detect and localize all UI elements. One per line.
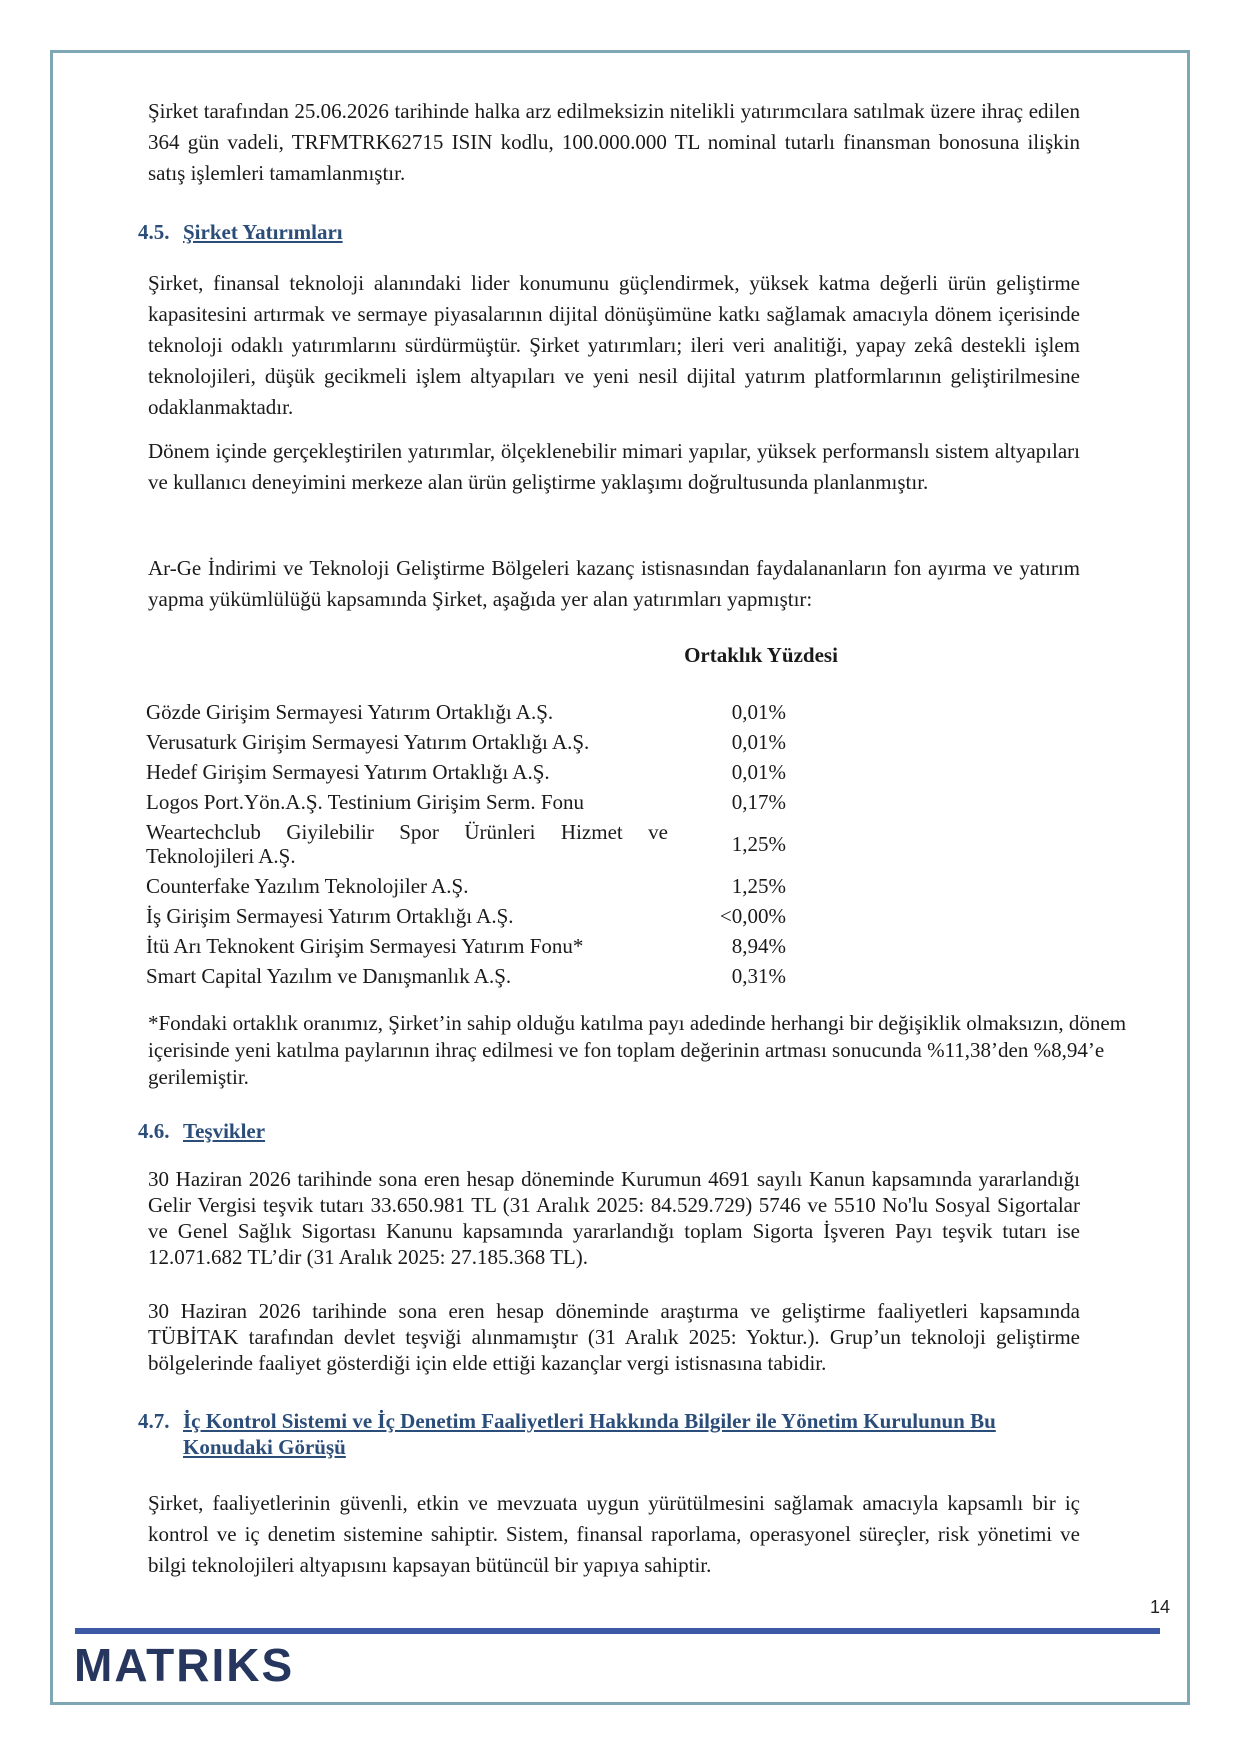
- table-row: [146, 727, 786, 757]
- intro-paragraph: Şirket tarafından 25.06.2026 tarihinde halka arz edilmeksizin nitelikli yatırımcılara satılmak üzere ihraç edilen 364 gün vadeli, TRFMTRK62715 ISIN kodlu, 100.000.000 TL nominal tutarlı finansman bonosuna ilişkin satış işlemleri tamamlanmıştır.: [148, 99, 1080, 185]
- ownership-share: 0,17%: [731, 790, 786, 814]
- ownership-share: 0,01%: [731, 700, 786, 724]
- investments-paragraph-1: Şirket, finansal teknoloji alanındaki lider konumunu güçlendirmek, yüksek katma değerli ürün geliştirme kapasitesini artırmak ve sermaye piyasalarının dijital dönüşümüne katkı sağlamak amacıyla dönem içerisinde teknoloji odaklı yatırımlarını sürdürmüştür. Şirket yatırımları; ileri veri analitiği, yapay zekâ destekli işlem teknolojileri, düşük gecikmeli işlem altyapıları ve yeni nesil dijital yatırım platformlarının geliştirilmesine odaklanmaktadır.: [148, 271, 1080, 419]
- matriks-logo: MATRIKS: [74, 1639, 295, 1691]
- ownership-share: 8,94%: [731, 934, 786, 958]
- incentives-paragraph-1: 30 Haziran 2026 tarihinde sona eren hesap döneminde Kurumun 4691 sayılı Kanun kapsamında yararlandığı Gelir Vergisi teşvik tutarı 33.650.981 TL (31 Aralık 2025: 84.529.729) 5746 ve 5510 No'lu Sosyal Sigortalar ve Genel Sağlık Sigortası Kanunu kapsamında yararlandığı toplam Sigorta İşveren Payı teşvik tutarı ise 12.071.682 TL’dir (31 Aralık 2025: 27.185.368 TL).: [148, 1167, 1080, 1269]
- ownership-share: 0,31%: [731, 964, 786, 988]
- company-name: Gözde Girişim Sermayesi Yatırım Ortaklığı A.Ş.: [146, 700, 554, 724]
- ownership-share: 1,25%: [731, 832, 786, 856]
- company-name: Weartechclub Giyilebilir Spor Ürünleri Hizmet ve Teknolojileri A.Ş.: [146, 820, 668, 868]
- table-row: [146, 697, 786, 727]
- table-row: [146, 961, 786, 991]
- section-4-6-heading: [138, 1118, 265, 1144]
- company-name: İtü Arı Teknokent Girişim Sermayesi Yatırım Fonu*: [146, 934, 584, 958]
- ownership-share: 1,25%: [731, 874, 786, 898]
- table-row: [146, 757, 786, 787]
- section-number: 4.6.: [138, 1119, 170, 1143]
- ownership-share: 0,01%: [731, 730, 786, 754]
- fund-footnote: *Fondaki ortaklık oranımız, Şirket’in sahip olduğu katılma payı adedinde herhangi bir değişiklik olmaksızın, dönem içerisinde yeni katılma paylarının ihraç edilmesi ve fon toplam değerinin artması sonucunda %11,38’den %8,94’e gerilemiştir.: [148, 1011, 1127, 1089]
- table-row: [146, 901, 786, 931]
- table-row: [146, 931, 786, 961]
- section-number: 4.7.: [138, 1409, 170, 1433]
- section-4-7-heading: [138, 1408, 1078, 1459]
- company-name: Logos Port.Yön.A.Ş. Testinium Girişim Serm. Fonu: [146, 790, 585, 814]
- section-title: Şirket Yatırımları: [183, 220, 343, 244]
- section-number: 4.5.: [138, 220, 170, 244]
- company-name: Verusaturk Girişim Sermayesi Yatırım Ortaklığı A.Ş.: [146, 730, 590, 754]
- page-number: 14: [1149, 1597, 1170, 1617]
- company-name: Counterfake Yazılım Teknolojiler A.Ş.: [146, 874, 469, 898]
- section-title: Teşvikler: [183, 1119, 266, 1143]
- table-row: [146, 871, 786, 901]
- ownership-share: <0,00%: [719, 904, 786, 928]
- ownership-column-header: Ortaklık Yüzdesi: [684, 643, 838, 667]
- footer-rule: [75, 1628, 1160, 1634]
- internal-control-paragraph: Şirket, faaliyetlerinin güvenli, etkin ve mevzuata uygun yürütülmesini sağlamak amacıyla kapsamlı bir iç kontrol ve iç denetim sistemine sahiptir. Sistem, finansal raporlama, operasyonel süreçler, risk yönetimi ve bilgi teknolojileri altyapısını kapsayan bütüncül bir yapıya sahiptir.: [148, 1491, 1080, 1577]
- investments-paragraph-2: Dönem içinde gerçekleştirilen yatırımlar, ölçeklenebilir mimari yapılar, yüksek performanslı sistem altyapıları ve kullanıcı deneyimini merkeze alan ürün geliştirme yaklaşımı doğrultusunda planlanmıştır.: [148, 439, 1080, 494]
- company-name: Smart Capital Yazılım ve Danışmanlık A.Ş.: [146, 964, 512, 988]
- ownership-share: 0,01%: [731, 760, 786, 784]
- company-name: Hedef Girişim Sermayesi Yatırım Ortaklığı A.Ş.: [146, 760, 550, 784]
- table-row: [146, 787, 786, 817]
- investments-paragraph-3: Ar-Ge İndirimi ve Teknoloji Geliştirme Bölgeleri kazanç istisnasından faydalananların fon ayırma ve yatırım yapma yükümlülüğü kapsamında Şirket, aşağıda yer alan yatırımları yapmıştır:: [148, 556, 1080, 611]
- section-title: İç Kontrol Sistemi ve İç Denetim Faaliyetleri Hakkında Bilgiler ile Yönetim Kurulunun Bu Konudaki Görüşü: [183, 1409, 996, 1459]
- section-4-5-heading: [138, 219, 343, 245]
- investments-table: [146, 697, 786, 991]
- incentives-paragraph-2: 30 Haziran 2026 tarihinde sona eren hesap döneminde araştırma ve geliştirme faaliyetleri kapsamında TÜBİTAK tarafından devlet teşviği alınmamıştır (31 Aralık 2025: Yoktur.). Grup’un teknoloji geliştirme bölgelerinde faaliyet gösterdiği için elde ettiği kazançlar vergi istisnasına tabidir.: [148, 1299, 1080, 1375]
- company-name: İş Girişim Sermayesi Yatırım Ortaklığı A.Ş.: [146, 904, 514, 928]
- table-row: [146, 817, 786, 871]
